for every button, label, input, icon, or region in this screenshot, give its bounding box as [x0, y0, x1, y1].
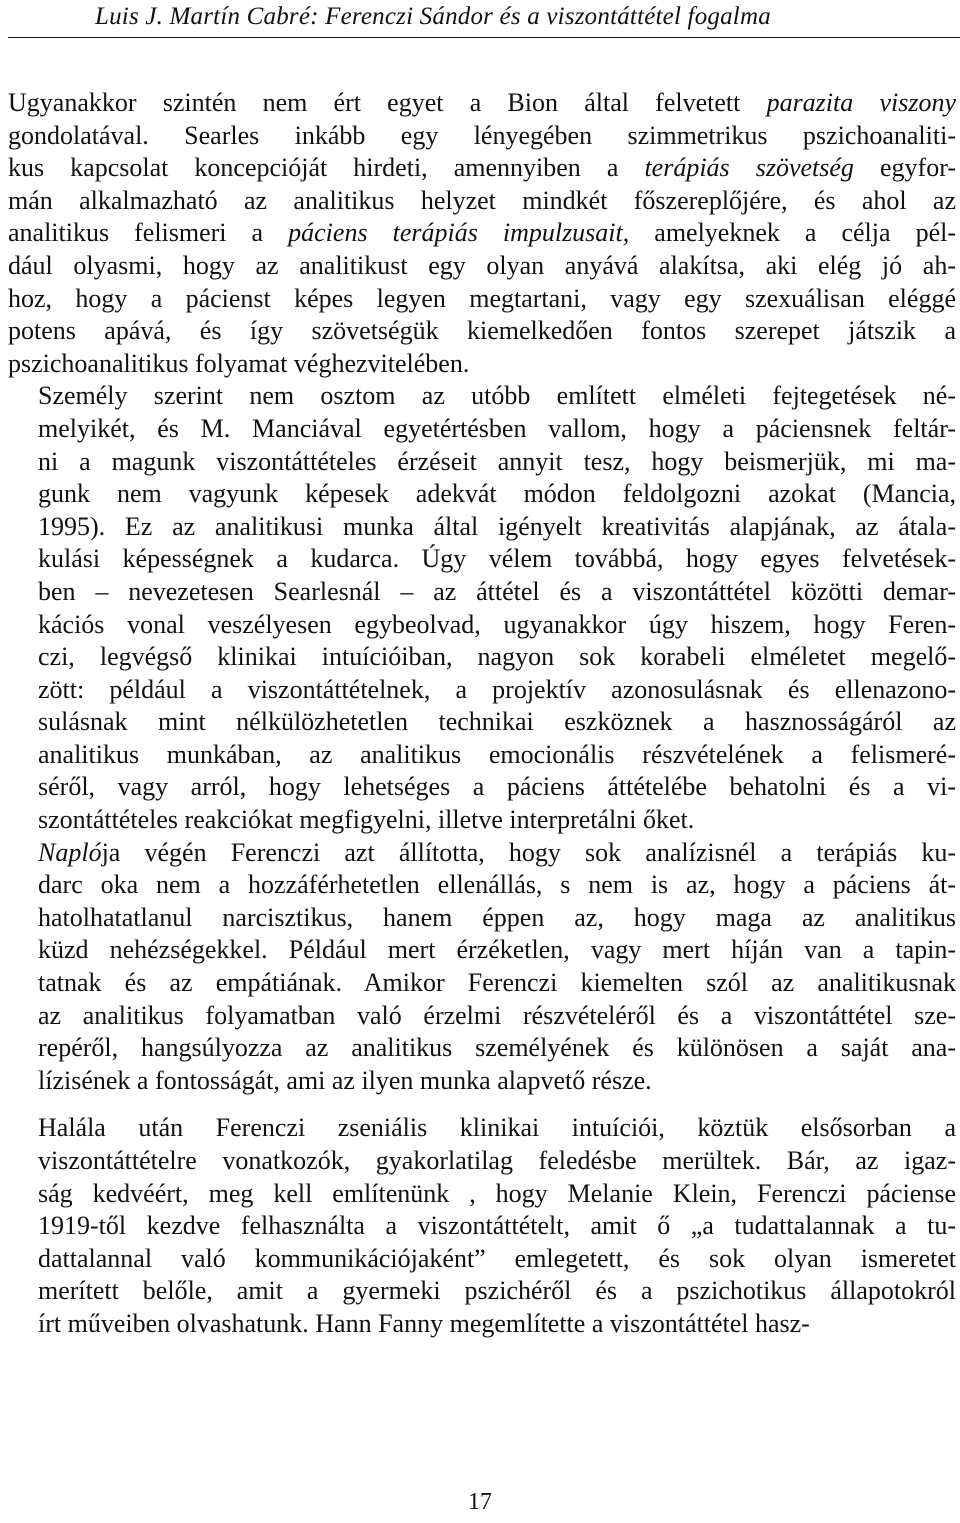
text-line: kus kapcsolat koncepcióját hirdeti, amennyiben a terápiás szövetség egyfor- [8, 153, 956, 183]
text-line: mán alkalmazható az analitikus helyzet mindkét főszereplőjére, és ahol az [8, 185, 956, 215]
text-line: küzd nehézségekkel. Például mert érzéketlen, vagy mert híján van a tapin- [38, 935, 956, 965]
text-line: czi, legvégső klinikai intuícióiban, nagyon sok korabeli elméletet megelő- [38, 642, 956, 672]
text-line: kációs vonal veszélyesen egybeolvad, ugyanakkor úgy hiszem, hogy Feren- [38, 609, 956, 639]
text-line: repéről, hangsúlyozza az analitikus személyének és különösen a saját ana- [38, 1033, 956, 1063]
text-line: dattalannal való kommunikációjaként” emlegetett, és sok olyan ismeretet [38, 1243, 956, 1273]
text-line: potens apává, és így szövetségük kiemelkedően fontos szerepet játszik a [8, 316, 956, 346]
text-line: Ugyanakkor szintén nem ért egyet a Bion által felvetett parazita viszony [8, 88, 956, 117]
text-line: zött: például a viszontáttételnek, a projektív azonosulásnak és ellenazono- [38, 674, 956, 704]
text-line: melyikét, és M. Manciával egyetértésben vallom, hogy a páciensnek feltár- [38, 413, 956, 443]
text-line: írt műveiben olvashatunk. Hann Fanny megemlítette a viszontáttétel hasz- [38, 1308, 810, 1338]
text-line: ben – nevezetesen Searlesnál – az áttétel és a viszontáttétel közötti demar- [38, 576, 956, 606]
text-line: Naplója végén Ferenczi azt állította, hogy sok analízisnél a terápiás ku- [38, 837, 956, 867]
paragraph-3 [8, 837, 956, 1098]
paragraph-2 [8, 380, 956, 836]
body-text [8, 87, 956, 1341]
text-line: analitikus munkában, az analitikus emocionális részvételének a felismeré- [38, 739, 956, 769]
text-line: hatolhatatlanul narcisztikus, hanem éppen az, hogy maga az analitikus [38, 902, 956, 932]
paragraph-4 [8, 1112, 956, 1340]
text-line: kulási képességnek a kudarca. Úgy vélem továbbá, hogy egyes felvetések- [38, 544, 956, 574]
text-line: ni a magunk viszontáttételes érzéseit annyit tesz, hogy beismerjük, mi ma- [38, 446, 956, 476]
page-number: 17 [468, 1489, 492, 1515]
running-title: Luis J. Martín Cabré: Ferenczi Sándor és a viszontáttétel fogalma [95, 3, 771, 30]
text-line: sulásnak mint nélkülözhetetlen technikai eszköznek a hasznosságáról az [38, 707, 956, 737]
text-line: analitikus felismeri a páciens terápiás impulzusait, amelyeknek a célja pél- [8, 218, 956, 248]
text-line: gunk nem vagyunk képesek adekvát módon feldolgozni azokat (Mancia, [38, 479, 956, 509]
text-line: darc oka nem a hozzáférhetetlen ellenállás, s nem is az, hogy a páciens át- [38, 870, 956, 900]
paragraph-1 [8, 87, 956, 380]
text-line: dául olyasmi, hogy az analitikust egy olyan anyává alakítsa, aki elég jó ah- [8, 250, 956, 280]
text-line: hoz, hogy a pácienst képes legyen megtartani, vagy egy szexuálisan eléggé [8, 283, 956, 313]
text-line: séről, vagy arról, hogy lehetséges a páciens áttételébe behatolni és a vi- [38, 772, 956, 802]
text-line: Halála után Ferenczi zseniális klinikai intuíciói, köztük elsősorban a [38, 1113, 956, 1143]
text-line: lízisének a fontosságát, ami az ilyen munka alapvető része. [38, 1065, 652, 1095]
text-line: Személy szerint nem osztom az utóbb említett elméleti fejtegetések né- [38, 381, 956, 411]
text-line: tatnak és az empátiának. Amikor Ferenczi kiemelten szól az analitikusnak [38, 968, 956, 998]
header-rule [8, 37, 960, 38]
page-header [0, 0, 960, 40]
text-line: szontáttételes reakciókat megfigyelni, illetve interpretálni őket. [38, 805, 695, 835]
text-line: viszontáttételre vonatkozók, gyakorlatilag feledésbe merültek. Bár, az igaz- [38, 1146, 956, 1175]
text-line: merített belőle, amit a gyermeki pszichéről és a pszichotikus állapotokról [38, 1276, 956, 1306]
text-line: 1919-től kezdve felhasználta a viszontáttételt, amit ő „a tudattalannak a tu- [38, 1211, 956, 1241]
text-line: az analitikus folyamatban való érzelmi részvételéről és a viszontáttétel sze- [38, 1000, 956, 1030]
text-line: 1995). Ez az analitikusi munka által igényelt kreativitás alapjának, az átala- [38, 511, 956, 541]
text-line: gondolatával. Searles inkább egy lényegében szimmetrikus pszichoanaliti- [8, 120, 956, 150]
text-line: ság kedvéért, meg kell említenünk , hogy Melanie Klein, Ferenczi páciense [38, 1178, 956, 1208]
text-line: pszichoanalitikus folyamat véghezvitelében. [8, 348, 470, 378]
